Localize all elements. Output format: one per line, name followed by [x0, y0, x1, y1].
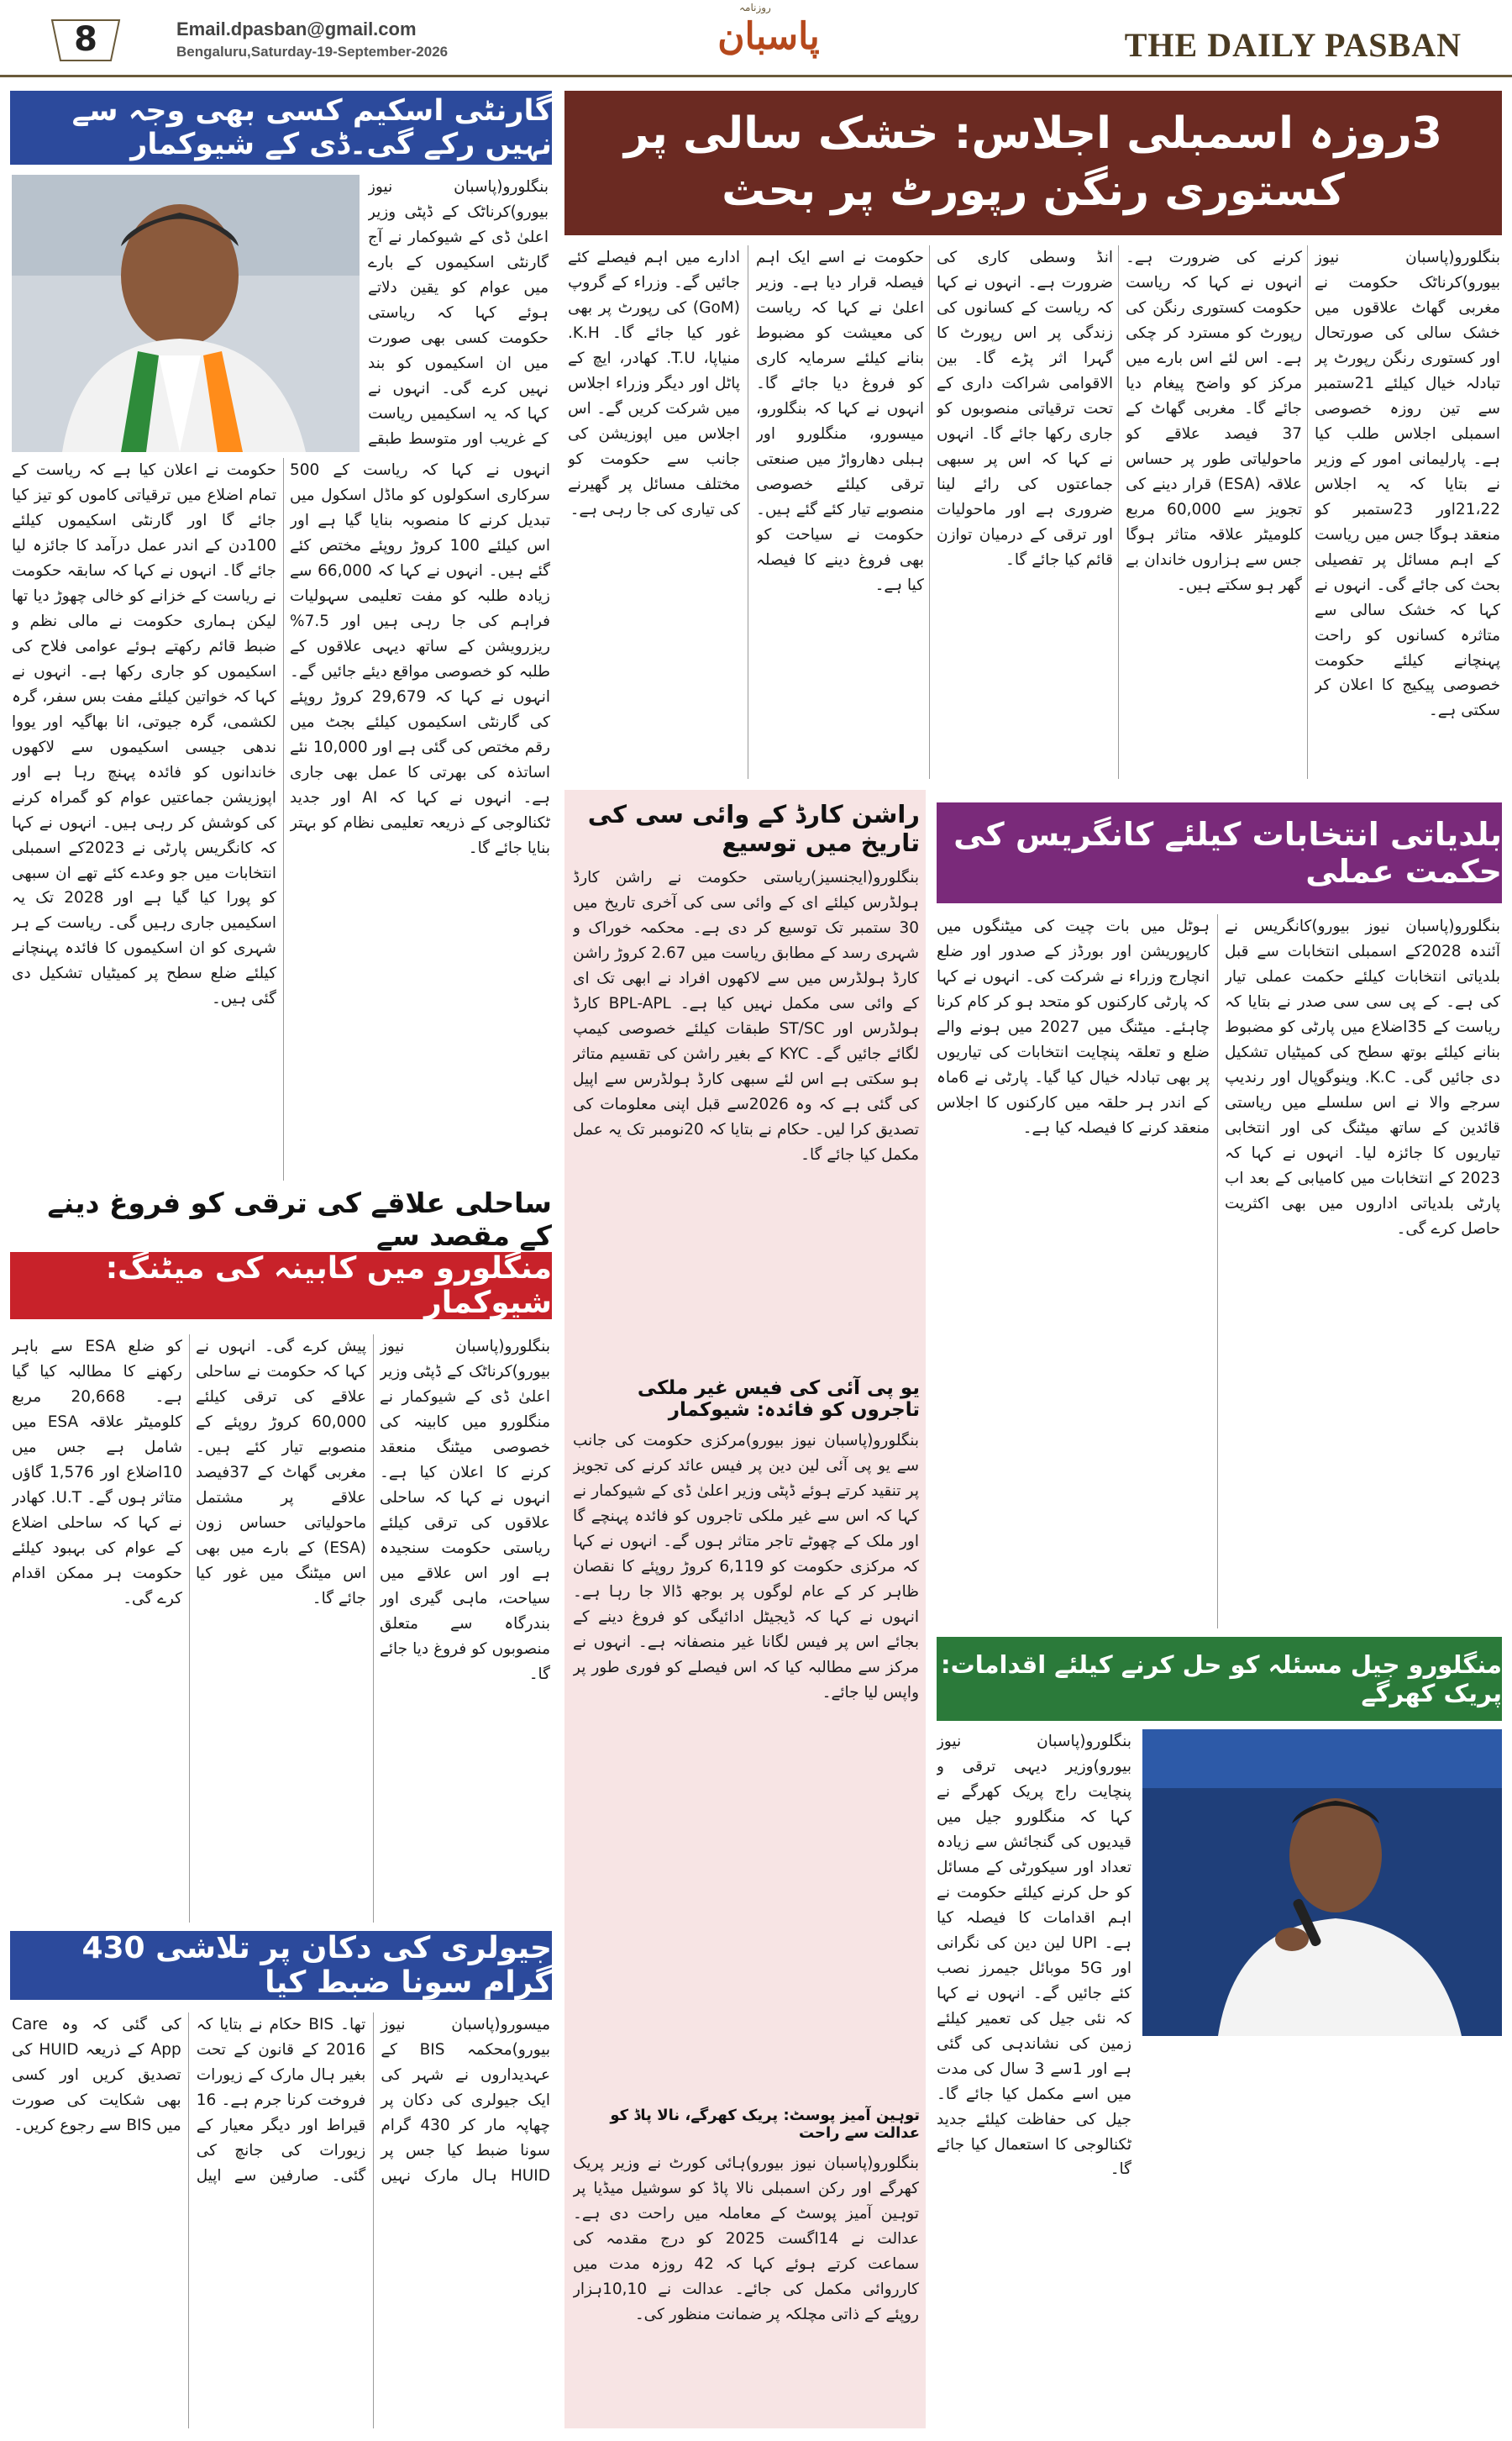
headline-panchayat	[937, 802, 1502, 903]
gold-column: میسورو(پاسبان نیوز بیورو)محکمہ BIS کے عہدیداروں نے شہر کی ایک جیولری کی دکان پر چھاپہ مار کر 430 گرام سونا ضبط کیا جس پر HUID ہال مارک نہیں تھا۔ BIS حکام نے بتایا کہ 2016 کے قانون کے تحت بغیر ہال مارک کے زیورات فروخت کرنا جرم ہے۔ 16 قیراط اور دیگر معیار کے زیورات کی جانچ کی گئی۔ صارفین سے اپیل کی گئی کہ وہ Care App کے ذریعہ HUID کی تصدیق کریں اور کسی بھی شکایت کی صورت میں BIS سے رجوع کریں۔	[12, 2016, 550, 2185]
dateline: Bengaluru,Saturday-19-September-2026	[176, 44, 449, 60]
assembly-column-1: بنگلورو(پاسبان نیوز بیورو)کرناٹک حکومت نے مغربی گھاٹ علاقوں میں خشک سالی کی صورتحال اور کستوری رنگن رپورٹ پر تبادلہ خیال کیلئے 21ستمبر سے تین روزہ خصوصی اسمبلی اجلاس طلب کیا ہے۔ پارلیمانی امور کے وزیر نے بتایا کہ یہ اجلاس 21،22اور 23ستمبر کو منعقد ہوگا جس میں ریاست کے اہم مسائل پر تفصیلی بحث کی جائے گی۔ انہوں نے کہا کہ خشک سالی سے متاثرہ کسانوں کو راحت پہنچانے کیلئے حکومت خصوصی پیکیج کا اعلان کر سکتی ہے۔	[1315, 249, 1500, 720]
column-rule	[373, 1334, 374, 1923]
column-rule	[929, 245, 930, 779]
headline-jail	[937, 1637, 1502, 1721]
headline-shivakumar-text: گارنٹی اسکیم کسی بھی وجہ سے نہیں رکے گی۔ڈی کے شیوکمار	[71, 94, 552, 161]
headline-upi-text: یو پی آئی کی فیس غیر ملکی تاجروں کو فائدہ: شیوکمار	[637, 1377, 920, 1421]
dk-intro-column: بنگلورو(پاسبان نیوز بیورو)کرناٹک کے ڈپٹی وزیر اعلیٰ ڈی کے شیوکمار نے آج گارنٹی اسکیموں کے بارے میں عوام کو یقین دلاتے ہوئے کہا کہ ریاستی حکومت کسی بھی صورت میں ان اسکیموں کو بند نہیں کرے گی۔ انہوں نے کہا کہ یہ اسکیمیں ریاست کے غریب اور متوسط طبقے	[368, 178, 549, 448]
column-rule	[1118, 245, 1119, 779]
column-rule	[283, 458, 284, 1181]
coastal-column-2: پیش کرے گی۔ انہوں نے کہا کہ حکومت نے ساحلی علاقے کی ترقی کیلئے 60,000 کروڑ روپئے کے منصوبے تیار کئے ہیں۔ مغربی گھاٹ کے 37فیصد علاقے پر مشتمل ماحولیاتی حساس زون (ESA) کے بارے میں بھی اس میٹنگ میں غور کیا جائے گا۔	[196, 1338, 366, 1607]
logo-tagline: روزنامہ	[739, 2, 771, 13]
coastal-column-3: کو ضلع ESA سے باہر رکھنے کا مطالبہ کیا گیا ہے۔ 20,668 مربع کلومیٹر علاقہ ESA میں شامل ہے جس میں 10اضلاع اور 1,576 گاؤں متاثر ہوں گے۔ U.T. کھادر نے کہا کہ ساحلی اضلاع کے عوام کی بہبود کیلئے حکومت ہر ممکن اقدام کرے گی۔	[12, 1338, 182, 1607]
panchayat-column-1: بنگلورو(پاسبان نیوز بیورو)کانگریس نے آئندہ 2028کے اسمبلی انتخابات سے قبل بلدیاتی انتخابات کیلئے حکمت عملی تیار کی ہے۔ کے پی سی سی صدر نے بتایا کہ ریاست کے 35اضلاع میں پارٹی کو مضبوط بنانے کیلئے بوتھ سطح کی کمیٹیاں تشکیل دی جائیں گی۔ K.C. وینوگوپال اور رندیپ سرجے والا نے اس سلسلے میں ریاستی قائدین کے ساتھ میٹنگ کی اور انتخابی تیاریوں کا جائزہ لیا۔ انہوں نے کہا کہ 2023 کے انتخابات میں کامیابی کے بعد اب پارٹی بلدیاتی اداروں میں بھی اکثریت حاصل کرے گی۔	[1225, 918, 1500, 1238]
email-address[interactable]: Email.dpasban@gmail.com	[176, 18, 417, 39]
headline-contempt	[571, 2105, 920, 2144]
newspaper-logo: پاسبان	[717, 15, 820, 58]
contempt-column: بنگلورو(پاسبان نیوز بیورو)ہائی کورٹ نے وزیر پریک کھرگے اور رکن اسمبلی نالا پاڈ کو سوشیل میڈیا پر توہین آمیز پوسٹ کے معاملہ میں راحت دی ہے۔ عدالت نے 14اگست 2025 کو درج مقدمہ کی سماعت کرتے ہوئے کہا کہ 42 روزہ مدت میں کارروائی مکمل کی جائے۔ عدالت نے 10,10ہزار روپئے کے ذاتی مچلکہ پر ضمانت منظور کی۔	[573, 2154, 919, 2323]
headline-shivakumar	[10, 91, 552, 165]
headline-assembly-text: 3روزہ اسمبلی اجلاس: خشک سالی پر کستوری رنگن رپورٹ پر بحث	[624, 108, 1442, 216]
dk-left-column: حکومت نے اعلان کیا ہے کہ ریاست کے تمام اضلاع میں ترقیاتی کاموں کو تیز کیا جائے گا اور گارنٹی اسکیموں کیلئے 100دن کے اندر عمل درآمد کا جائزہ لیا جائے گا۔ انہوں نے کہا کہ سابقہ حکومت نے ریاست کے خزانے کو خالی چھوڑ دیا تھا لیکن ہماری حکومت نے مالی نظم و ضبط قائم رکھتے ہوئے عوامی فلاح کی اسکیموں کو جاری رکھا ہے۔ انہوں نے کہا کہ خواتین کیلئے مفت بس سفر، گرہ لکشمی، گرہ جیوتی، انا بھاگیہ اور یووا ندھی جیسی اسکیموں سے لاکھوں خاندانوں کو فائدہ پہنچ رہا ہے اور اپوزیشن جماعتیں عوام کو گمراہ کرنے کی کوشش کر رہی ہیں۔ انہوں نے کہا کہ کانگریس پارٹی نے 2023کے اسمبلی انتخابات میں جو وعدے کئے تھے ان سبھی کو پورا کیا گیا ہے اور 2028 تک یہ اسکیمیں جاری رہیں گی۔ ریاست کے ہر شہری کو ان اسکیموں کا فائدہ پہنچانے کیلئے ضلع سطح پر کمیٹیاں تشکیل دی گئی ہیں۔	[12, 461, 276, 1008]
headline-coastal	[10, 1186, 552, 1252]
dk-right-column: انہوں نے کہا کہ ریاست کے 500 سرکاری اسکولوں کو ماڈل اسکول میں تبدیل کرنے کا منصوبہ بنایا گیا ہے اور اس کیلئے 100 کروڑ روپئے مختص کئے گئے ہیں۔ انہوں نے کہا کہ 66,000 سے زیادہ طلبہ کو مفت تعلیمی سہولیات فراہم کی جا رہی ہیں اور 7.5% ریزرویشن کے ساتھ دیہی علاقوں کے طلبہ کو خصوصی مواقع دیئے جائیں گے۔ انہوں نے کہا کہ 29,679 کروڑ روپئے کی گارنٹی اسکیموں کیلئے بجٹ میں رقم مختص کی گئی ہے اور 10,000 نئے اساتذہ کی بھرتی کا عمل بھی جاری ہے۔ انہوں نے کہا کہ AI اور جدید ٹکنالوجی کے ذریعہ تعلیمی نظام کو بہتر بنایا جائے گا۔	[290, 461, 550, 857]
ration-column: بنگلورو(ایجنسیز)ریاستی حکومت نے راشن کارڈ ہولڈرس کیلئے ای کے وائی سی کی آخری تاریخ میں 30 ستمبر تک توسیع کر دی ہے۔ محکمہ خوراک و شہری رسد کے مطابق ریاست میں 2.67 کروڑ راشن کارڈ ہولڈرس میں سے لاکھوں افراد نے ابھی تک ای کے وائی سی مکمل نہیں کیا ہے۔ BPL-APL کارڈ ہولڈرس اور ST/SC طبقات کیلئے خصوصی کیمپ لگائے جائیں گے۔ KYC کے بغیر راشن کی تقسیم متاثر ہو سکتی ہے اس لئے سبھی کارڈ ہولڈرس سے اپیل کی گئی ہے کہ وہ 2026سے قبل اپنی معلومات کی تصدیق کرا لیں۔ حکام نے بتایا کہ 20نومبر تک یہ عمل مکمل کیا جائے گا۔	[573, 869, 919, 1164]
headline-gold-text: جیولری کی دکان پر تلاشی 430 گرام سونا ضبط کیا	[81, 1931, 552, 2000]
portrait-svg	[12, 175, 360, 452]
page-number: 8	[74, 20, 97, 59]
newspaper-brand: THE DAILY PASBAN	[1124, 26, 1462, 64]
headline-contempt-text: توہین آمیز پوسٹ: پریک کھرگے، نالا پاڈ کو عدالت سے راحت	[610, 2107, 920, 2142]
shivakumar-photo	[12, 175, 360, 452]
column-rule	[189, 1334, 190, 1923]
column-rule	[1217, 914, 1218, 1628]
kharge-photo	[1142, 1729, 1502, 2036]
headline-coastal-text: ساحلی علاقے کی ترقی کو فروغ دینے کے مقصد سے	[47, 1186, 552, 1252]
assembly-column-4: حکومت نے اسے ایک اہم فیصلہ قرار دیا ہے۔ وزیر اعلیٰ نے کہا کہ ریاست کی معیشت کو مضبوط بنانے کیلئے سرمایہ کاری کو فروغ دیا جائے گا۔ انہوں نے کہا کہ بنگلورو، میسورو، منگلورو اور ہبلی دھارواڑ میں صنعتی ترقی کیلئے خصوصی منصوبے تیار کئے گئے ہیں۔ حکومت نے سیاحت کو بھی فروغ دینے کا فیصلہ کیا ہے۔	[756, 249, 924, 594]
headline-gold	[10, 1931, 552, 2000]
headline-assembly	[564, 91, 1502, 235]
headline-ration-text: راشن کارڈ کے وائی سی کی تاریخ میں توسیع	[587, 800, 920, 857]
panchayat-column-2: ہوٹل میں بات چیت کی میٹنگوں میں کارپوریشن اور بورڈز کے صدور اور ضلع انچارج وزراء نے شرکت کی۔ انہوں نے کہا کہ پارٹی کارکنوں کو متحد ہو کر کام کرنا چاہئے۔ میٹنگ میں 2027 میں ہونے والے ضلع و تعلقہ پنچایت انتخابات کی تیاریوں پر بھی تبادلہ خیال کیا گیا۔ پارٹی نے 6ماہ کے اندر ہر حلقہ میں کارکنوں کا اجلاس منعقد کرنے کا فیصلہ کیا ہے۔	[937, 918, 1210, 1137]
assembly-column-5: ادارے میں اہم فیصلے کئے جائیں گے۔ وزراء کے گروپ (GoM) کی رپورٹ پر بھی غور کیا جائے گا۔ K.H. منیاپا، T.U. کھادر، ایچ کے پاٹل اور دیگر وزراء اجلاس میں شرکت کریں گے۔ اس اجلاس میں اپوزیشن کی جانب سے حکومت کو مختلف مسائل پر گھیرنے کی تیاری کی جا رہی ہے۔	[568, 249, 740, 518]
assembly-column-3: انڈ وسطی کاری کی ضرورت ہے۔ انہوں نے کہا کہ ریاست کے کسانوں کی زندگی پر اس رپورٹ کا گہرا اثر پڑے گا۔ بین الاقوامی شراکت داری کے تحت ترقیاتی منصوبوں کو جاری رکھا جائے گا۔ انہوں نے کہا کہ اس پر سبھی جماعتوں کی رائے لینا ضروری ہے اور ماحولیات اور ترقی کے درمیان توازن قائم کیا جائے گا۔	[937, 249, 1113, 569]
upi-column: بنگلورو(پاسبان نیوز بیورو)مرکزی حکومت کی جانب سے یو پی آئی لین دین پر فیس عائد کرنے کی تجویز پر تنقید کرتے ہوئے ڈپٹی وزیر اعلیٰ ڈی کے شیوکمار نے کہا کہ اس سے غیر ملکی تاجروں کو فائدہ پہنچے گا اور ملک کے چھوٹے تاجر متاثر ہوں گے۔ انہوں نے کہا کہ مرکزی حکومت کو 6,119 کروڑ روپئے کا نقصان ظاہر کر کے عام لوگوں پر بوجھ ڈالا جا رہا ہے۔ انہوں نے کہا کہ ڈیجیٹل ادائیگی کو فروغ دینے کے بجائے اس پر فیس لگانا غیر منصفانہ ہے۔ انہوں نے مرکز سے مطالبہ کیا کہ اس فیصلے کو فوری طور پر واپس لیا جائے۔	[573, 1432, 919, 1702]
headline-upi	[571, 1378, 920, 1420]
kharge-photo-svg	[1142, 1729, 1502, 2036]
masthead	[0, 0, 1512, 77]
headline-mangalore-cabinet	[10, 1252, 552, 1319]
column-rule	[1307, 245, 1308, 779]
assembly-column-2: کرنے کی ضرورت ہے۔ انہوں نے کہا کہ ریاست حکومت کستوری رنگن کی رپورٹ کو مسترد کر چکی ہے۔ اس لئے اس بارے میں مرکز کو واضح پیغام دیا جائے گا۔ مغربی گھاٹ کے 37 فیصد علاقے کو ماحولیاتی طور پر حساس علاقہ (ESA) قرار دینے کی تجویز سے 60,000 مربع کلومیٹر علاقہ متاثر ہوگا جس سے ہزاروں خاندان بے گھر ہو سکتے ہیں۔	[1126, 249, 1302, 594]
headline-mangalore-cabinet-text: منگلورو میں کابینہ کی میٹنگ: شیوکمار	[105, 1251, 552, 1320]
coastal-column-1: بنگلورو(پاسبان نیوز بیورو)کرناٹک کے ڈپٹی وزیر اعلیٰ ڈی کے شیوکمار نے منگلورو میں کابینہ کی خصوصی میٹنگ منعقد کرنے کا اعلان کیا ہے۔ انہوں نے کہا کہ ساحلی علاقوں کی ترقی کیلئے ریاستی حکومت سنجیدہ ہے اور اس علاقے میں سیاحت، ماہی گیری اور بندرگاہ سے متعلق منصوبوں کو فروغ دیا جائے گا۔	[380, 1338, 550, 1683]
headline-jail-text: منگلورو جیل مسئلہ کو حل کرنے کیلئے اقدامات: پریک کھرگے	[940, 1650, 1502, 1707]
jail-column: بنگلورو(پاسبان نیوز بیورو)وزیر دیہی ترقی و پنچایت راج پریک کھرگے نے کہا کہ منگلورو جیل میں قیدیوں کی گنجائش سے زیادہ تعداد اور سیکورٹی کے مسائل کو حل کرنے کیلئے حکومت نے اہم اقدامات کا فیصلہ کیا ہے۔ UPI لین دین کی نگرانی اور 5G موبائل جیمرز نصب کئے جائیں گے۔ انہوں نے کہا کہ نئی جیل کی تعمیر کیلئے زمین کی نشاندہی کی گئی ہے اور 1سے 3 سال کی مدت میں اسے مکمل کیا جائے گا۔ جیل کی حفاظت کیلئے جدید ٹکنالوجی کا استعمال کیا جائے گا۔	[937, 1733, 1131, 2179]
headline-ration	[571, 798, 920, 859]
page-number-badge	[49, 17, 123, 64]
headline-panchayat-text: بلدیاتی انتخابات کیلئے کانگریس کی حکمت عملی	[953, 816, 1502, 890]
